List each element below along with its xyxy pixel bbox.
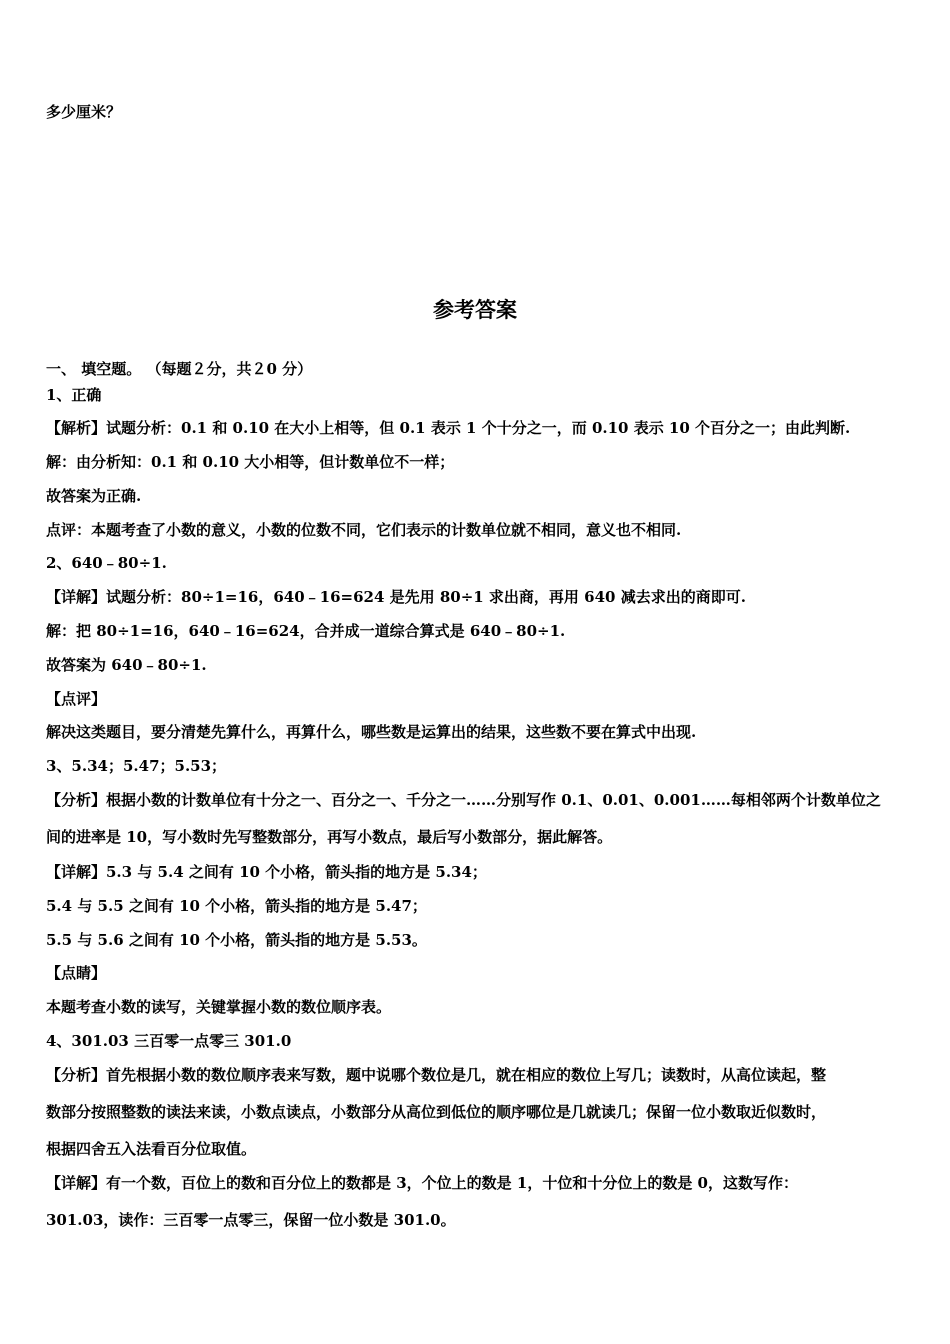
answer-line: 本题考查小数的读写，关键掌握小数的数位顺序表。 [46, 998, 392, 1016]
page-title: 参考答案 [433, 297, 517, 322]
answer-line: 【分析】根据小数的计数单位有十分之一、百分之一、千分之一……分别写作 0.1、0.01、0.001……每相邻两个计数单位之 [46, 791, 881, 809]
question-tail: 多少厘米？ [46, 103, 122, 121]
section-heading: 一、 填空题。 （每题２分，共２0 分） [46, 360, 313, 378]
answer-line: 点评：本题考查了小数的意义，小数的位数不同，它们表示的计数单位就不相同，意义也不相同. [46, 521, 682, 539]
answer-line: 数部分按照整数的读法来读，小数点读点，小数部分从高位到低位的顺序哪位是几就读几；保留一位小数取近似数时， [46, 1103, 827, 1121]
answer-line: 1、正确 [46, 386, 102, 404]
answer-line: 解决这类题目，要分清楚先算什么，再算什么，哪些数是运算出的结果，这些数不要在算式中出现. [46, 723, 697, 741]
answer-line: 间的进率是 10，写小数时先写整数部分，再写小数点，最后写小数部分，据此解答。 [46, 828, 613, 846]
answer-line: 【点评】 [46, 690, 107, 708]
answer-line: 根据四舍五入法看百分位取值。 [46, 1140, 257, 1158]
answer-line: 5.5 与 5.6 之间有 10 个小格，箭头指的地方是 5.53。 [46, 931, 427, 949]
answer-line: 2、640﹣80÷1. [46, 554, 167, 572]
answer-line: 故答案为 640﹣80÷1. [46, 656, 207, 674]
answer-line: 故答案为正确. [46, 487, 142, 505]
answer-line: 301.03，读作：三百零一点零三，保留一位小数是 301.0。 [46, 1211, 456, 1229]
answer-line: 【详解】试题分析：80÷1=16，640﹣16=624 是先用 80÷1 求出商，再用 640 减去求出的商即可. [46, 588, 746, 606]
answer-line: 【分析】首先根据小数的数位顺序表来写数，题中说哪个数位是几，就在相应的数位上写几；读数时，从高位读起，整 [46, 1066, 827, 1084]
answer-line: 解：由分析知：0.1 和 0.10 大小相等，但计数单位不一样； [46, 453, 455, 471]
answer-line: 4、301.03 三百零一点零三 301.0 [46, 1032, 292, 1050]
answer-line: 3、5.34；5.47；5.53； [46, 757, 227, 775]
answer-line: 【详解】有一个数，百位上的数和百分位上的数都是 3，个位上的数是 1，十位和十分位上的数是 0，这数写作： [46, 1174, 798, 1192]
answer-line: 【解析】试题分析：0.1 和 0.10 在大小上相等，但 0.1 表示 1 个十分之一，而 0.10 表示 10 个百分之一；由此判断. [46, 419, 851, 437]
answer-line: 【点睛】 [46, 964, 107, 982]
answer-line: 解：把 80÷1=16，640﹣16=624，合并成一道综合算式是 640﹣80÷1. [46, 622, 566, 640]
answer-line: 【详解】5.3 与 5.4 之间有 10 个小格，箭头指的地方是 5.34； [46, 863, 487, 881]
answer-line: 5.4 与 5.5 之间有 10 个小格，箭头指的地方是 5.47； [46, 897, 427, 915]
